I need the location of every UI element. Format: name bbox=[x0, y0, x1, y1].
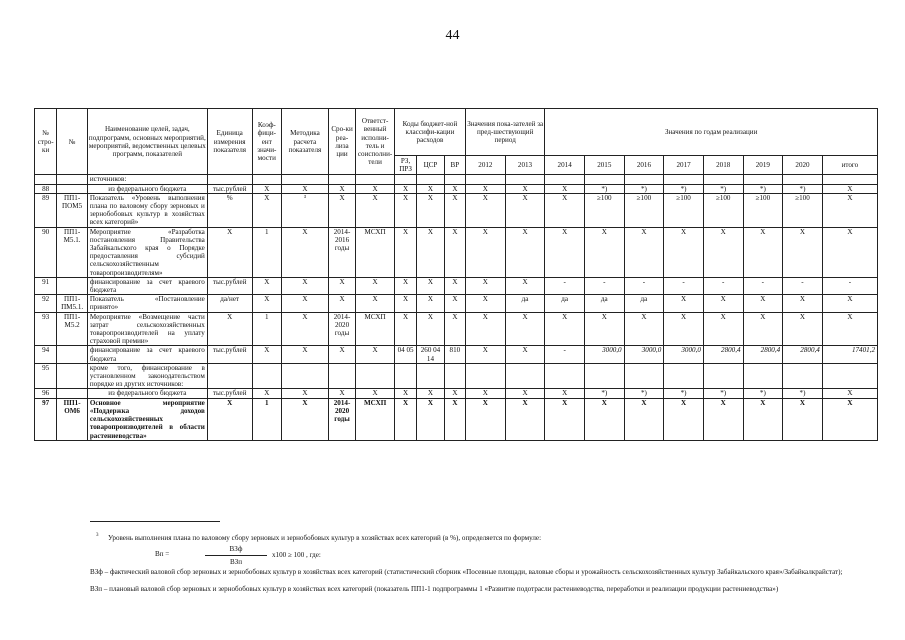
cell-term: X bbox=[328, 184, 355, 193]
cell-item-code bbox=[57, 184, 88, 193]
cell-unit: X bbox=[207, 398, 252, 440]
header-row-1 bbox=[35, 109, 878, 156]
cell-coefficient: 1 bbox=[252, 312, 281, 346]
cell-term: X bbox=[328, 277, 355, 294]
cell-code-vr bbox=[444, 175, 465, 184]
cell-value bbox=[466, 175, 506, 184]
cell-value: 3000,0 bbox=[584, 346, 624, 363]
cell-code-csr bbox=[417, 175, 444, 184]
cell-code-csr: X bbox=[417, 184, 444, 193]
cell-responsible: МСХП bbox=[356, 398, 395, 440]
cell-value: - bbox=[545, 277, 585, 294]
cell-value bbox=[505, 363, 545, 389]
cell-code-vr: 810 bbox=[444, 346, 465, 363]
cell-term: X bbox=[328, 295, 355, 312]
footnote-rule bbox=[90, 521, 220, 522]
cell-value: да bbox=[624, 295, 664, 312]
cell-code-rz: X bbox=[394, 193, 416, 227]
cell-value: *) bbox=[783, 184, 823, 193]
cell-value: X bbox=[703, 312, 743, 346]
cell-item-name: из федерального бюджета bbox=[87, 184, 207, 193]
cell-value: *) bbox=[743, 184, 783, 193]
cell-unit: да/нет bbox=[207, 295, 252, 312]
cell-value: X bbox=[624, 398, 664, 440]
cell-code-vr: X bbox=[444, 312, 465, 346]
header-year-2020: 2020 bbox=[783, 156, 823, 175]
cell-code-vr: X bbox=[444, 295, 465, 312]
cell-value bbox=[783, 175, 823, 184]
table-row bbox=[35, 193, 878, 227]
header-no: № bbox=[57, 109, 88, 175]
cell-responsible bbox=[356, 363, 395, 389]
cell-method: X bbox=[282, 227, 329, 277]
cell-value: X bbox=[703, 227, 743, 277]
cell-value bbox=[545, 175, 585, 184]
cell-method: X bbox=[282, 346, 329, 363]
header-vr: ВР bbox=[444, 156, 465, 175]
cell-unit: тыс.рублей bbox=[207, 184, 252, 193]
cell-item-name: источников: bbox=[87, 175, 207, 184]
cell-item-name: из федерального бюджета bbox=[87, 389, 207, 398]
cell-value bbox=[822, 175, 877, 184]
cell-item-name: Мероприятие «Разработка постановления Правительства Забайкальского края о Порядке предоставления субсидий сельскохозяйственным товаропроизводителям» bbox=[87, 227, 207, 277]
cell-value: X bbox=[664, 398, 704, 440]
cell-item-name: Показатель «Постановление принято» bbox=[87, 295, 207, 312]
cell-value: X bbox=[822, 193, 877, 227]
cell-value: X bbox=[466, 346, 506, 363]
cell-value: - bbox=[545, 346, 585, 363]
cell-code-csr: X bbox=[417, 312, 444, 346]
cell-item-code bbox=[57, 277, 88, 294]
cell-value: *) bbox=[624, 184, 664, 193]
header-method: Методика расчета показателя bbox=[282, 109, 329, 175]
cell-code-vr: X bbox=[444, 389, 465, 398]
cell-coefficient: X bbox=[252, 277, 281, 294]
cell-item-name: Мероприятие «Возмещение части затрат сельскохозяйственных товаропроизводителей на уплату страховой премии» bbox=[87, 312, 207, 346]
cell-value: X bbox=[822, 184, 877, 193]
cell-code-vr: X bbox=[444, 193, 465, 227]
cell-value: X bbox=[466, 193, 506, 227]
cell-value: ≥100 bbox=[783, 193, 823, 227]
footnote-def-vzp: ВЗп – плановый валовой сбор зерновых и зернобобовых культур в хозяйствах всех категорий (показатель ПП1-1 подпрограммы 1 «Развитие подотрасли растениеводства, переработки и реализации продукции растениеводства») bbox=[90, 585, 779, 593]
header-name: Наименование целей, задач, подпрограмм, основных мероприятий, мероприятий, ведомственных целевых программ, показателей bbox=[87, 109, 207, 175]
cell-row-number: 89 bbox=[35, 193, 57, 227]
header-year-2013: 2013 bbox=[505, 156, 545, 175]
cell-code-vr: X bbox=[444, 398, 465, 440]
cell-term bbox=[328, 363, 355, 389]
cell-value: ≥100 bbox=[703, 193, 743, 227]
table-row bbox=[35, 277, 878, 294]
cell-value: X bbox=[505, 389, 545, 398]
cell-value: X bbox=[743, 312, 783, 346]
cell-coefficient: 1 bbox=[252, 227, 281, 277]
cell-value: X bbox=[783, 295, 823, 312]
cell-value: X bbox=[545, 389, 585, 398]
cell-coefficient: X bbox=[252, 295, 281, 312]
cell-value bbox=[505, 175, 545, 184]
cell-item-code bbox=[57, 175, 88, 184]
cell-value: X bbox=[545, 398, 585, 440]
cell-value: - bbox=[584, 277, 624, 294]
cell-value bbox=[703, 175, 743, 184]
cell-coefficient: X bbox=[252, 346, 281, 363]
cell-value: X bbox=[703, 295, 743, 312]
header-csr: ЦСР bbox=[417, 156, 444, 175]
cell-value bbox=[584, 175, 624, 184]
cell-code-vr bbox=[444, 363, 465, 389]
cell-value: X bbox=[505, 346, 545, 363]
cell-unit: % bbox=[207, 193, 252, 227]
cell-code-csr: X bbox=[417, 398, 444, 440]
cell-row-number: 90 bbox=[35, 227, 57, 277]
footnote-text: Уровень выполнения плана по валовому сбору зерновых и зернобобовых культур в хозяйствах всех категорий (в %), определяется по формуле: bbox=[108, 534, 542, 542]
cell-row-number: 93 bbox=[35, 312, 57, 346]
cell-value: X bbox=[624, 227, 664, 277]
cell-value: X bbox=[505, 227, 545, 277]
cell-item-name: финансирование за счет краевого бюджета bbox=[87, 346, 207, 363]
cell-item-code: ПП1-ОМ6 bbox=[57, 398, 88, 440]
header-year-2019: 2019 bbox=[743, 156, 783, 175]
cell-value: 2800,4 bbox=[743, 346, 783, 363]
cell-value bbox=[664, 175, 704, 184]
cell-value: *) bbox=[703, 389, 743, 398]
indicators-table bbox=[34, 108, 878, 441]
cell-value: да bbox=[545, 295, 585, 312]
cell-responsible: X bbox=[356, 389, 395, 398]
table-row bbox=[35, 295, 878, 312]
cell-value bbox=[703, 363, 743, 389]
cell-value: да bbox=[584, 295, 624, 312]
cell-term: X bbox=[328, 389, 355, 398]
cell-code-csr: X bbox=[417, 389, 444, 398]
cell-value: X bbox=[584, 312, 624, 346]
cell-term bbox=[328, 175, 355, 184]
cell-value: X bbox=[466, 184, 506, 193]
cell-code-vr: X bbox=[444, 184, 465, 193]
footnote-def-vzf: ВЗф – фактический валовой сбор зерновых и зернобобовых культур в хозяйствах всех категорий (статистический сборник «Посевные площади, валовые сборы и урожайность сельскохозяйственных культур Забайкальского края»/Забайкалкрайстат); bbox=[90, 568, 843, 576]
table-row bbox=[35, 398, 878, 440]
cell-value: ≥100 bbox=[624, 193, 664, 227]
cell-value bbox=[624, 175, 664, 184]
cell-unit: X bbox=[207, 227, 252, 277]
cell-responsible: МСХП bbox=[356, 227, 395, 277]
header-years: Значения по годам реализации bbox=[545, 109, 878, 156]
cell-term: X bbox=[328, 346, 355, 363]
header-term: Сро-ки реа-лиза ции bbox=[328, 109, 355, 175]
cell-code-csr bbox=[417, 363, 444, 389]
cell-value: X bbox=[466, 227, 506, 277]
cell-row-number: 91 bbox=[35, 277, 57, 294]
page-number: 44 bbox=[445, 28, 460, 43]
formula-left: Вп = bbox=[155, 550, 170, 558]
cell-method: X bbox=[282, 184, 329, 193]
header-previous-period: Значения пока-зателей за пред-шествующий период bbox=[466, 109, 545, 156]
cell-unit: X bbox=[207, 312, 252, 346]
cell-value: X bbox=[505, 193, 545, 227]
formula-numerator: ВЗф bbox=[229, 545, 243, 553]
cell-method: X bbox=[282, 277, 329, 294]
cell-value: X bbox=[584, 398, 624, 440]
cell-row-number: 88 bbox=[35, 184, 57, 193]
cell-value: X bbox=[505, 277, 545, 294]
cell-value: *) bbox=[624, 389, 664, 398]
cell-value: X bbox=[624, 312, 664, 346]
cell-code-rz: X bbox=[394, 277, 416, 294]
cell-row-number: 97 bbox=[35, 398, 57, 440]
cell-item-name: кроме того, финансирование в установленном законодательством порядке из других источников: bbox=[87, 363, 207, 389]
cell-term: 2014-2016 годы bbox=[328, 227, 355, 277]
cell-item-name: Показатель «Уровень выполнения плана по валовому сбору зерновых и зернобобовых культур в хозяйствах всех категорий» bbox=[87, 193, 207, 227]
cell-coefficient: 1 bbox=[252, 398, 281, 440]
cell-value: X bbox=[466, 277, 506, 294]
cell-term: 2014-2020 годы bbox=[328, 398, 355, 440]
header-year-2015: 2015 bbox=[584, 156, 624, 175]
cell-unit bbox=[207, 363, 252, 389]
cell-value: X bbox=[545, 184, 585, 193]
cell-value: 3000,0 bbox=[624, 346, 664, 363]
fraction-line bbox=[205, 555, 267, 556]
cell-value bbox=[545, 363, 585, 389]
cell-coefficient: X bbox=[252, 389, 281, 398]
cell-value: - bbox=[822, 277, 877, 294]
cell-value: - bbox=[743, 277, 783, 294]
cell-value: X bbox=[743, 295, 783, 312]
formula-right: х100 ≥ 100 , где: bbox=[272, 551, 321, 559]
header-year-2014: 2014 bbox=[545, 156, 585, 175]
cell-value: X bbox=[822, 295, 877, 312]
cell-value: - bbox=[703, 277, 743, 294]
table-body bbox=[35, 175, 878, 440]
cell-value: X bbox=[664, 312, 704, 346]
cell-coefficient: X bbox=[252, 184, 281, 193]
cell-code-rz: X bbox=[394, 295, 416, 312]
cell-value: 2800,4 bbox=[703, 346, 743, 363]
cell-value bbox=[743, 175, 783, 184]
table-row bbox=[35, 389, 878, 398]
cell-value: X bbox=[505, 184, 545, 193]
cell-item-code bbox=[57, 346, 88, 363]
cell-value: - bbox=[664, 277, 704, 294]
cell-method: X bbox=[282, 295, 329, 312]
cell-item-code: ПП1-ПОМ5 bbox=[57, 193, 88, 227]
cell-value: X bbox=[783, 227, 823, 277]
cell-item-code: ПП1-ПМ5.1. bbox=[57, 295, 88, 312]
cell-value bbox=[783, 363, 823, 389]
header-unit: Единица измерения показателя bbox=[207, 109, 252, 175]
cell-responsible bbox=[356, 175, 395, 184]
cell-code-rz: 04 05 bbox=[394, 346, 416, 363]
cell-value bbox=[822, 363, 877, 389]
cell-code-rz bbox=[394, 175, 416, 184]
cell-value: 17401,2 bbox=[822, 346, 877, 363]
cell-item-name: Основное мероприятие «Поддержка доходов сельскохозяйственных товаропроизводителей в области растениеводства» bbox=[87, 398, 207, 440]
cell-responsible: X bbox=[356, 193, 395, 227]
table-row bbox=[35, 227, 878, 277]
cell-value: X bbox=[822, 398, 877, 440]
header-year-2018: 2018 bbox=[703, 156, 743, 175]
cell-responsible: X bbox=[356, 346, 395, 363]
table-row bbox=[35, 363, 878, 389]
cell-value: X bbox=[505, 312, 545, 346]
cell-code-csr: X bbox=[417, 193, 444, 227]
cell-value: X bbox=[466, 389, 506, 398]
cell-value: X bbox=[466, 398, 506, 440]
cell-value: X bbox=[783, 312, 823, 346]
cell-value: X bbox=[466, 312, 506, 346]
cell-code-rz bbox=[394, 363, 416, 389]
cell-value bbox=[743, 363, 783, 389]
cell-value: - bbox=[624, 277, 664, 294]
cell-code-csr: X bbox=[417, 227, 444, 277]
header-year-2016: 2016 bbox=[624, 156, 664, 175]
cell-term: X bbox=[328, 193, 355, 227]
cell-code-rz: X bbox=[394, 184, 416, 193]
cell-code-csr: X bbox=[417, 277, 444, 294]
cell-code-rz: X bbox=[394, 312, 416, 346]
cell-value: X bbox=[822, 312, 877, 346]
cell-value: X bbox=[743, 227, 783, 277]
table-row bbox=[35, 346, 878, 363]
header-responsible: Ответст-венный исполни-тель и соисполни-тели bbox=[356, 109, 395, 175]
cell-row-number: 95 bbox=[35, 363, 57, 389]
cell-value bbox=[624, 363, 664, 389]
cell-value: X bbox=[703, 398, 743, 440]
cell-value: *) bbox=[703, 184, 743, 193]
header-budget-codes: Коды бюджет-ной классифи-кации расходов bbox=[394, 109, 465, 156]
cell-value: X bbox=[822, 227, 877, 277]
cell-value: X bbox=[664, 227, 704, 277]
cell-row-number: 94 bbox=[35, 346, 57, 363]
cell-item-code: ПП1-М5.2 bbox=[57, 312, 88, 346]
cell-value: X bbox=[466, 295, 506, 312]
table-row bbox=[35, 312, 878, 346]
cell-value: *) bbox=[664, 184, 704, 193]
cell-unit: тыс.рублей bbox=[207, 346, 252, 363]
cell-unit: тыс.рублей bbox=[207, 277, 252, 294]
cell-value: *) bbox=[664, 389, 704, 398]
cell-responsible: X bbox=[356, 295, 395, 312]
cell-code-vr: X bbox=[444, 227, 465, 277]
cell-value: 3000,0 bbox=[664, 346, 704, 363]
cell-value: X bbox=[505, 398, 545, 440]
cell-value: - bbox=[783, 277, 823, 294]
cell-value: X bbox=[822, 389, 877, 398]
cell-responsible: X bbox=[356, 277, 395, 294]
header-year-2017: 2017 bbox=[664, 156, 704, 175]
cell-coefficient: X bbox=[252, 193, 281, 227]
cell-code-rz: X bbox=[394, 398, 416, 440]
cell-value bbox=[584, 363, 624, 389]
cell-row-number: 92 bbox=[35, 295, 57, 312]
header-row-no: № стро-ки bbox=[35, 109, 57, 175]
header-year-2012: 2012 bbox=[466, 156, 506, 175]
table-row bbox=[35, 184, 878, 193]
formula-denominator: ВЗп bbox=[229, 558, 243, 566]
cell-method bbox=[282, 363, 329, 389]
cell-coefficient bbox=[252, 363, 281, 389]
cell-value: X bbox=[743, 398, 783, 440]
cell-code-csr: 260 04 14 bbox=[417, 346, 444, 363]
cell-term: 2014-2020 годы bbox=[328, 312, 355, 346]
cell-responsible: МСХП bbox=[356, 312, 395, 346]
cell-unit bbox=[207, 175, 252, 184]
cell-value: ≥100 bbox=[664, 193, 704, 227]
cell-value: X bbox=[545, 312, 585, 346]
cell-value: ≥100 bbox=[743, 193, 783, 227]
cell-value: *) bbox=[584, 184, 624, 193]
cell-item-name: финансирование за счет краевого бюджета bbox=[87, 277, 207, 294]
cell-value: X bbox=[545, 227, 585, 277]
header-rz: РЗ, ПРЗ bbox=[394, 156, 416, 175]
cell-item-code: ПП1-М5.1. bbox=[57, 227, 88, 277]
cell-value: X bbox=[664, 295, 704, 312]
cell-value bbox=[664, 363, 704, 389]
cell-value: X bbox=[545, 193, 585, 227]
cell-value: 2800,4 bbox=[783, 346, 823, 363]
cell-row-number bbox=[35, 175, 57, 184]
cell-value: ≥100 bbox=[584, 193, 624, 227]
cell-value: да bbox=[505, 295, 545, 312]
cell-method: X bbox=[282, 389, 329, 398]
cell-method: ³ bbox=[282, 193, 329, 227]
cell-value: X bbox=[584, 227, 624, 277]
cell-responsible: X bbox=[356, 184, 395, 193]
table-row bbox=[35, 175, 878, 184]
cell-unit: тыс.рублей bbox=[207, 389, 252, 398]
header-total: итого bbox=[822, 156, 877, 175]
cell-value: *) bbox=[743, 389, 783, 398]
cell-row-number: 96 bbox=[35, 389, 57, 398]
cell-code-rz: X bbox=[394, 389, 416, 398]
cell-item-code bbox=[57, 389, 88, 398]
cell-code-vr: X bbox=[444, 277, 465, 294]
cell-value: *) bbox=[584, 389, 624, 398]
cell-value: *) bbox=[783, 389, 823, 398]
cell-method bbox=[282, 175, 329, 184]
cell-item-code bbox=[57, 363, 88, 389]
header-coef: Коэф-фици-ент значи-мости bbox=[252, 109, 281, 175]
cell-method: X bbox=[282, 398, 329, 440]
cell-value bbox=[466, 363, 506, 389]
cell-value: X bbox=[783, 398, 823, 440]
cell-code-csr: X bbox=[417, 295, 444, 312]
cell-code-rz: X bbox=[394, 227, 416, 277]
cell-method: X bbox=[282, 312, 329, 346]
cell-coefficient bbox=[252, 175, 281, 184]
footnote-marker: 3 bbox=[96, 533, 99, 538]
